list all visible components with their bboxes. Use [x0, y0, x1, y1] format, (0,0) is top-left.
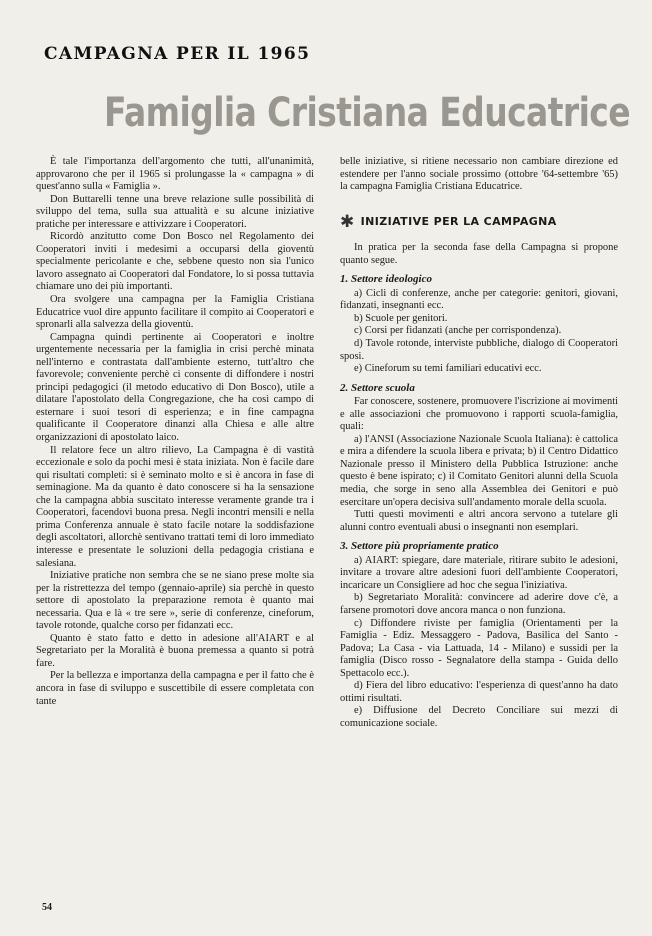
- list-item: b) Segretariato Moralità: convincere ad aderire dove c'è, a farsene promotori dove ancora manca o non funziona.: [340, 592, 618, 616]
- paragraph: Ora svolgere una campagna per la Famiglia Cristiana Educatrice vuol dire appunto facilitare il compito ai Cooperatori e spronarli alla salvezza della gioventù.: [36, 294, 314, 331]
- paragraph: Don Buttarelli tenne una breve relazione sulle possibilità di sviluppo del tema, sulla sua attualità e su alcune iniziative pratiche per interessare e attivizzare i Cooperatori.: [36, 193, 314, 230]
- list-item: b) Scuole per genitori.: [354, 312, 448, 324]
- list-item: c) Corsi per fidanzati (anche per corrispondenza).: [354, 325, 562, 337]
- paragraph: In pratica per la seconda fase della Campagna si propone quanto segue.: [340, 242, 618, 266]
- subheading-settore-pratico: 3. Settore più propriamente pratico: [340, 540, 499, 553]
- list-item: a) AIART: spiegare, dare materiale, ritirare subito le adesioni, invitare a trovare altre adesioni fuori dell'ambiente Cooperatori, incaricare un Consigliere ad hoc che segua l'iniziativa.: [340, 554, 618, 591]
- subheading-settore-scuola: 2. Settore scuola: [340, 381, 415, 394]
- list-item: d) Tavole rotonde, interviste pubbliche, dialogo di Cooperatori sposi.: [340, 338, 618, 362]
- list-item: d) Fiera del libro educativo: l'esperienza di quest'anno ha dato ottimi risultati.: [340, 680, 618, 704]
- paragraph: Iniziative pratiche non sembra che se ne siano prese molte sia per la ristrettezza del tempo (gennaio-aprile) sia perchè in questo settore di apostolato la preparazione remota è quanto mai necessaria. Qua e là « tre sere », serie di conferenze, cineforum, tavole rotonde, qualche corso per fidanzati ecc.: [36, 570, 314, 632]
- section-heading-label: INIZIATIVE PER LA CAMPAGNA: [360, 214, 557, 228]
- asterisk-icon: ✱: [340, 211, 355, 232]
- right-column: [340, 156, 618, 730]
- subheading-settore-ideologico: 1. Settore ideologico: [340, 273, 432, 286]
- paragraph: Tutti questi movimenti e altri ancora servono a tutelare gli alunni contro eventuali abusi o insegnanti non esemplari.: [340, 509, 618, 533]
- article-title: Famiglia Cristiana Educatrice: [104, 88, 631, 136]
- paragraph: Far conoscere, sostenere, promuovere l'iscrizione ai movimenti e alle associazioni che promuovono i rapporti scuola-famiglia, quali:: [340, 396, 618, 433]
- paragraph: Quanto è stato fatto e detto in adesione all'AIART e al Segretariato per la Moralità è buona premessa a quanto si potrà fare.: [36, 632, 314, 669]
- paragraph: Per la bellezza e importanza della campagna e per il fatto che è ancora in fase di sviluppo e suscettibile di essere completata con tante: [36, 670, 314, 707]
- paragraph: a) l'ANSI (Associazione Nazionale Scuola Italiana): è cattolica e mira a difendere la scuola libera e privata; b) il Centro Didattico Nazionale presso il Ministero della Pubblica Istruzione: anche questo è bene ispirato; c) il Comitato Genitori alunni della Scuola media, che sorge in seno alla Assemblea dei Genitori e può esercitare un'opera decisiva sull'andamento morale della scuola.: [340, 433, 618, 508]
- list-item: e) Cineforum su temi familiari educativi ecc.: [354, 363, 542, 375]
- paragraph: È tale l'importanza dell'argomento che tutti, all'unanimità, approvarono che per il 1965 si prolungasse la « campagna » di quest'anno sulla « Famiglia ».: [36, 156, 314, 193]
- list-item: a) Cicli di conferenze, anche per categorie: genitori, giovani, fidanzati, insegnanti ecc.: [340, 287, 618, 312]
- kicker-title: CAMPAGNA PER IL 1965: [44, 44, 311, 64]
- left-column: [36, 156, 314, 708]
- paragraph: Ricordò anzitutto come Don Bosco nel Regolamento dei Cooperatori inviti i medesimi a occuparsi della gioventù specialmente pericolante e che, sebbene questo non sia l'unico lavoro assegnato ai Cooperatori dal Fondatore, lo si possa tuttavia chiamare uno dei più importanti.: [36, 231, 314, 293]
- paragraph: belle iniziative, si ritiene necessario non cambiare direzione ed estendere per l'anno sociale prossimo (ottobre '64-settembre '65) la campagna Famiglia Cristiana Educatrice.: [340, 156, 618, 193]
- list-item: c) Diffondere riviste per famiglia (Orientamenti per la Famiglia - Ediz. Messaggero - Padova, Basilica del Santo - Padova; La Casa - via Lattuada, 14 - Milano) e sussidi per la famiglia (Disco rosso - Segnalatore della stampa - Guida dello Spettacolo ecc.).: [340, 617, 618, 679]
- section-heading: [340, 211, 618, 232]
- list-item: e) Diffusione del Decreto Conciliare sui mezzi di comunicazione sociale.: [340, 705, 618, 729]
- paragraph: Il relatore fece un altro rilievo, La Campagna è di vastità eccezionale e solo da pochi mesi è stata iniziata. Non è facile dare qui risultati completi: si è seminato molto e si è ancora in fase di seminagione. Ma da quanto è dato conoscere si ha la sensazione che la campagna abbia suscitato interesse veramente grande tra i Cooperatori, facendovi buona presa. Negli incontri mensili e nella prima Conferenza annuale è stato facile notare la soddisfazione degli ascoltatori, allorchè sentivano trattati temi di loro immediato interesse e presentate le soluzioni della pedagogia cristiana e salesiana.: [36, 444, 314, 569]
- page-number: 54: [42, 902, 52, 913]
- paragraph: Campagna quindi pertinente ai Cooperatori e inoltre urgentemente necessaria per la famiglia in crisi perchè minata nell'interno e contrastata dall'ambiente esterno, tutt'altro che favorevole; conveniente perchè ci consente di diffondere i nostri principi pedagogici (il metodo educativo di Don Bosco), utile a dilatare l'apostolato della Congregazione, che ha così campo di esternare i suoi tesori di esperienza; e in fine campagna qualificante il Cooperatore dinanzi alla Chiesa e alle altre organizzazioni di apostolato laico.: [36, 331, 314, 444]
